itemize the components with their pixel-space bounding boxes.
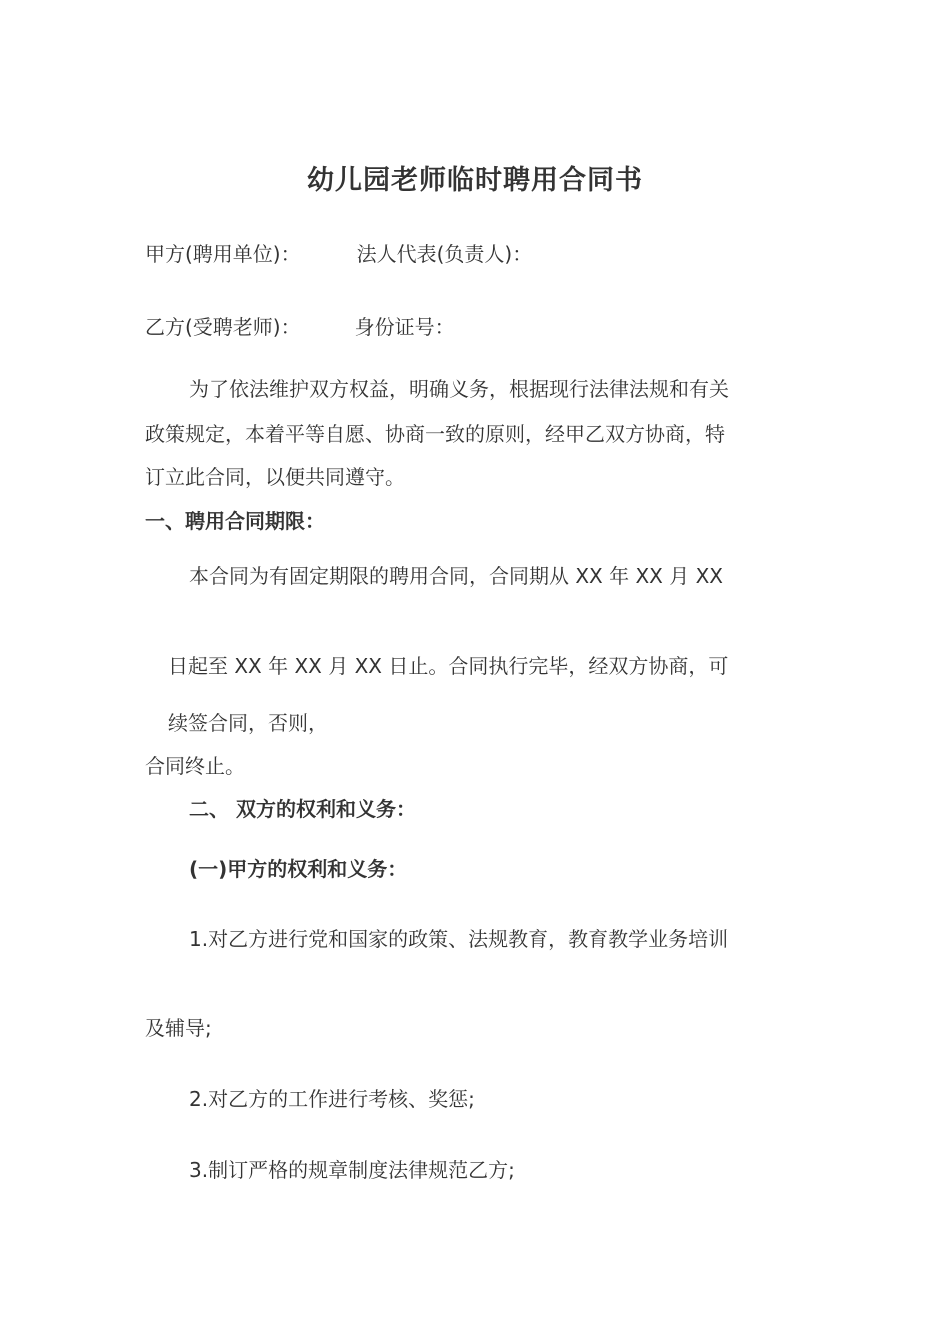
section-1-line-4: 合同终止。 [145,754,245,778]
document-title: 幼儿园老师临时聘用合同书 [307,165,643,196]
section-1-line-1: 本合同为有固定期限的聘用合同，合同期从 XX 年 XX 月 XX [189,564,723,588]
intro-line-2: 政策规定，本着平等自愿、协商一致的原则，经甲乙双方协商，特 [145,422,725,446]
party-a-label: 甲方(聘用单位)： [145,242,301,266]
section-2-sub-heading: (一)甲方的权利和义务： [189,857,408,881]
legal-rep-label: 法人代表(负责人)： [356,242,533,266]
item-3: 3.制订严格的规章制度法律规范乙方; [189,1158,515,1182]
intro-line-1: 为了依法维护双方权益，明确义务，根据现行法律法规和有关 [189,377,729,401]
intro-line-3: 订立此合同，以便共同遵守。 [145,465,405,489]
section-1-line-3: 续签合同，否则， [168,711,328,735]
section-2-heading: 二、 双方的权利和义务： [189,797,416,821]
party-b-line [145,313,455,341]
section-1-line-2: 日起至 XX 年 XX 月 XX 日止。合同执行完毕，经双方协商，可 [168,654,729,678]
item-2: 2.对乙方的工作进行考核、奖惩; [189,1087,475,1111]
id-number-label: 身份证号： [354,315,455,339]
party-a-line [145,240,532,268]
item-1-line-2: 及辅导; [145,1016,212,1040]
section-1-heading: 一、聘用合同期限： [145,509,325,533]
item-1-line-1: 1.对乙方进行党和国家的政策、法规教育，教育教学业务培训 [189,927,729,951]
party-b-label: 乙方(受聘老师)： [145,315,301,339]
